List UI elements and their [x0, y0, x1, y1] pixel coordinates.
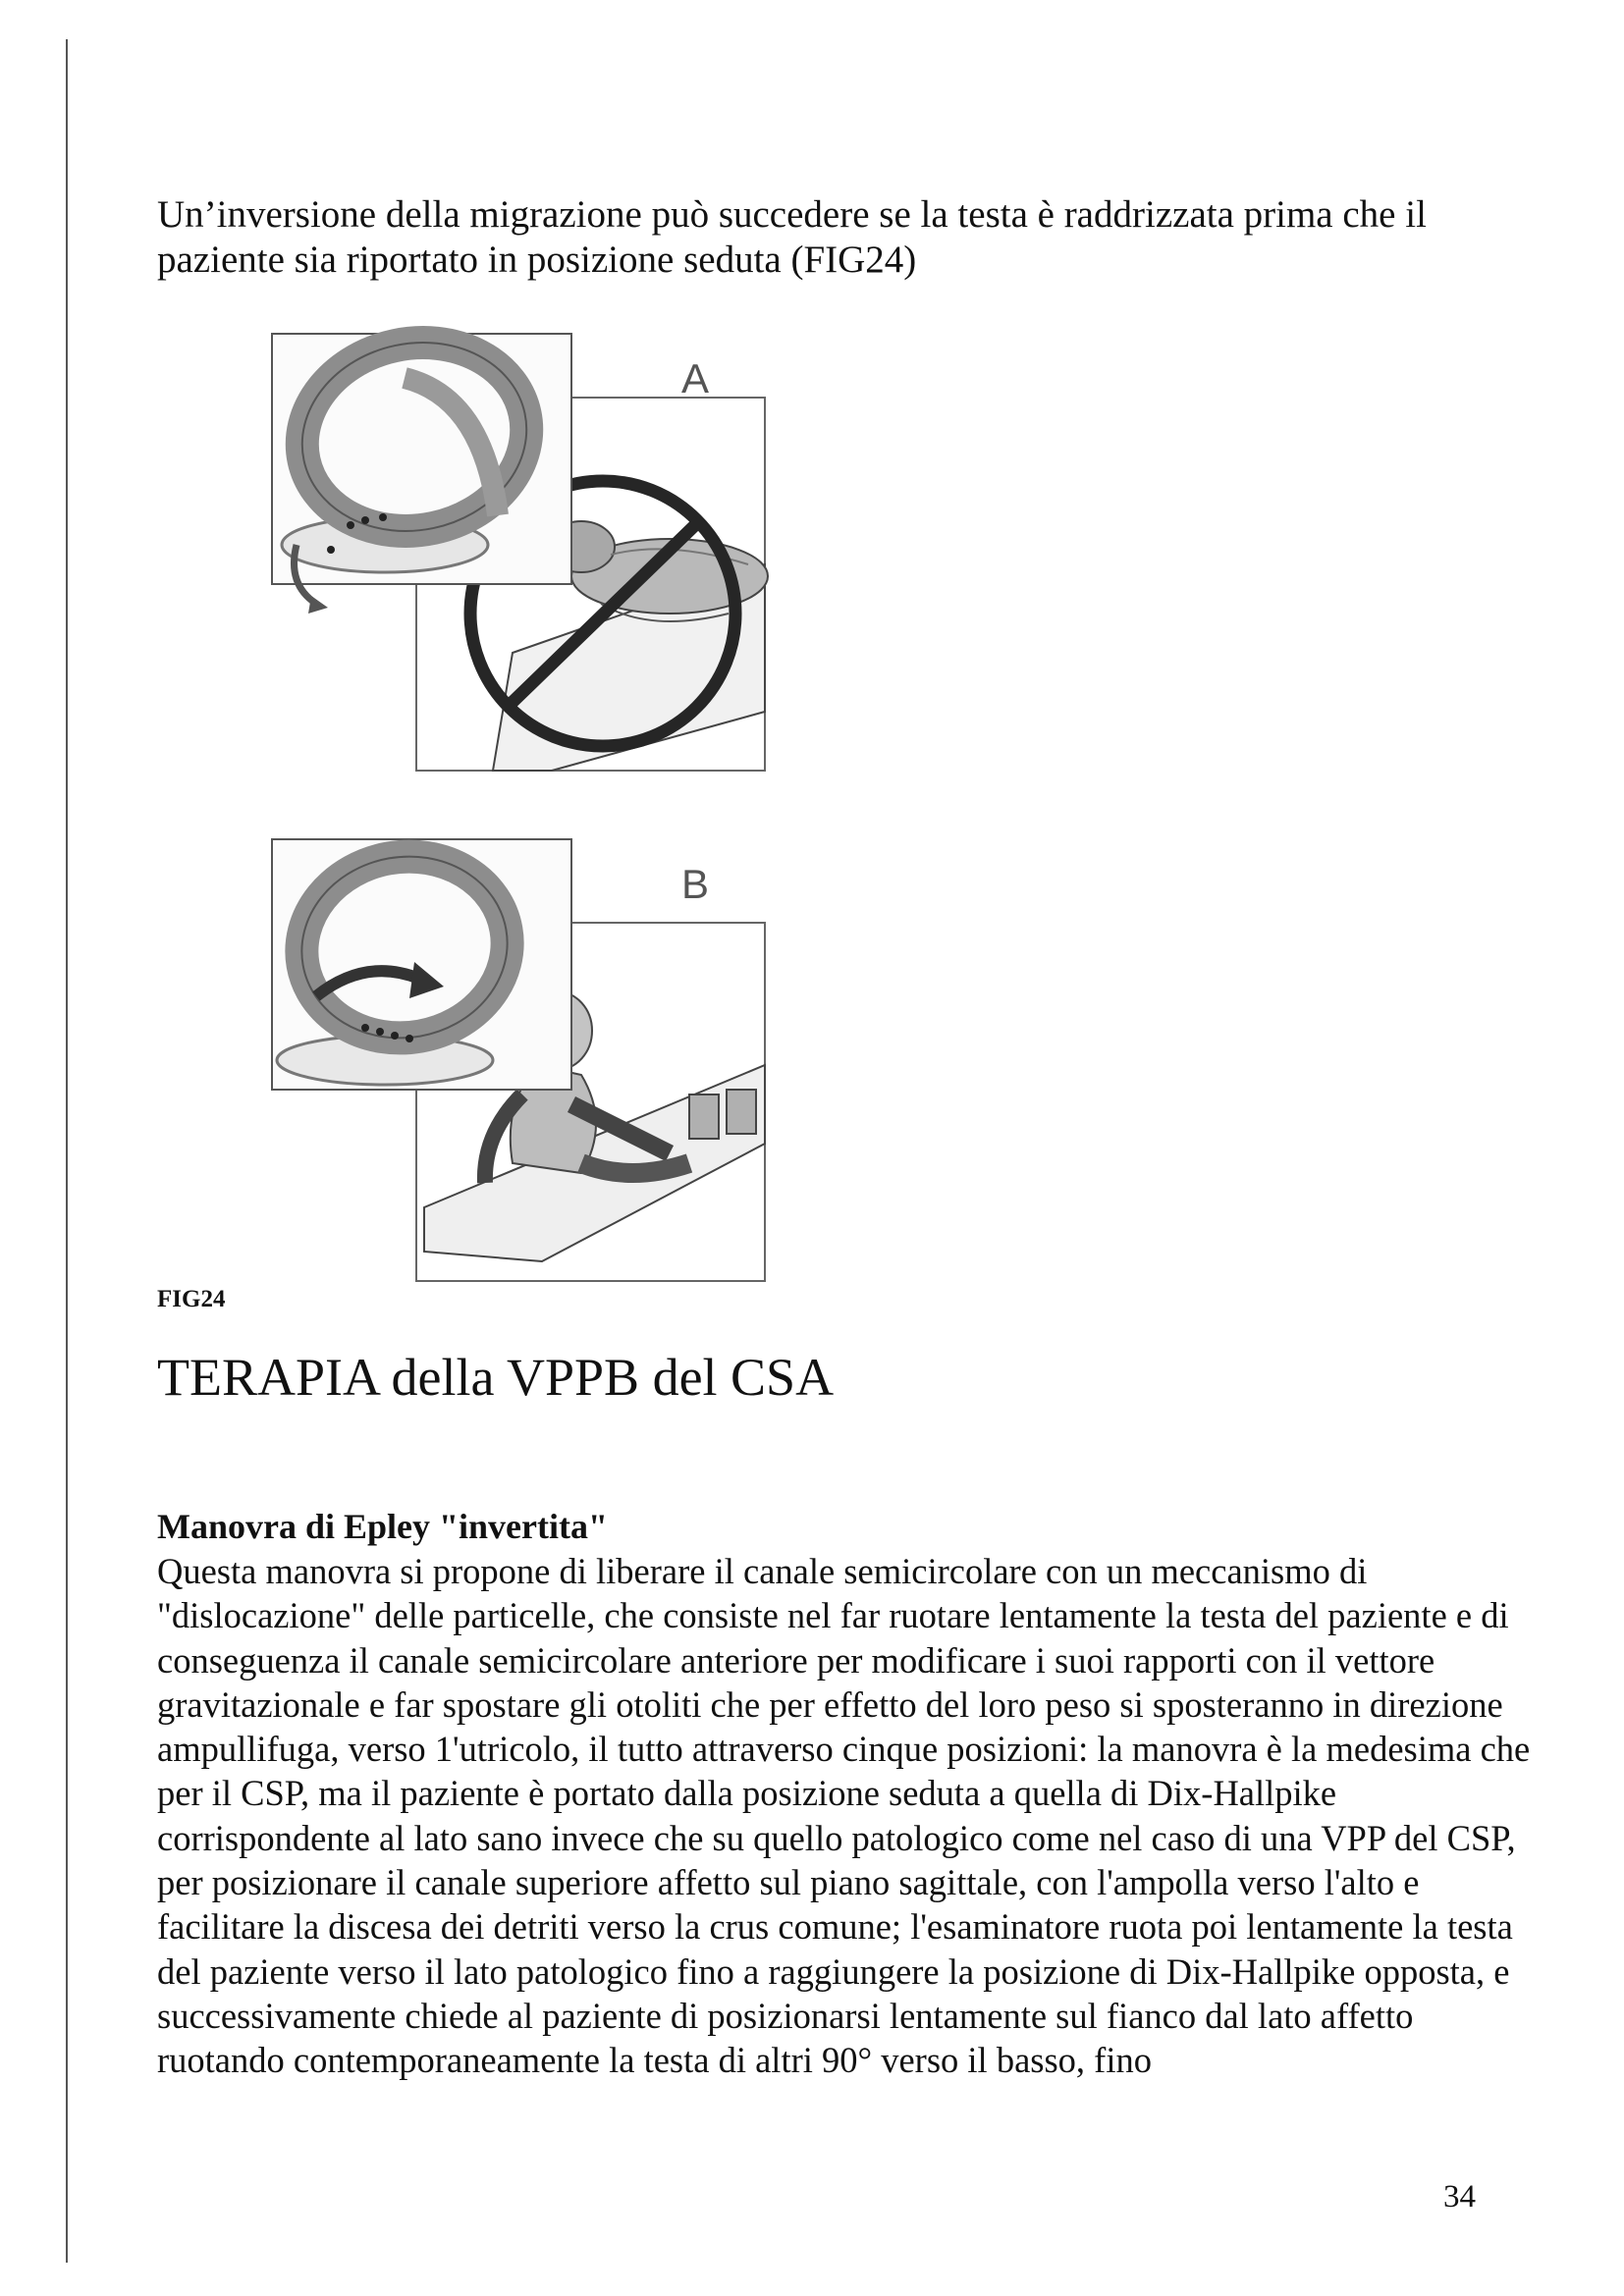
page-number: 34 [1443, 2179, 1476, 2215]
body-paragraph: Questa manovra si propone di liberare il canale semicircolare con un meccanismo di "dislocazione" delle particelle, che consiste nel far ruotare lentamente la testa del paziente e di conseguenza il canale semicircolare anteriore per modificare i suoi rapporti con il vettore gravitazionale e far spostare gli otoliti che per effetto del loro peso si sposteranno in direzione ampullifuga, verso 1'utricolo, il tutto attraverso cinque posizioni: la manovra è la medesima che per il CSP, ma il paziente è portato dalla posizione seduta a quella di Dix-Hallpike corrispondente al lato sano invece che su quello patologico come nel caso di una VPP del CSP, per posizionare il canale superiore affetto sul piano sagittale, con l'ampolla verso l'alto e facilitare la discesa dei detriti verso la crus comune; l'esaminatore ruota poi lentamente la testa del paziente verso il lato patologico fino a raggiungere la posizione di Dix-Hallpike opposta, e successivamente chiede al paziente di posizionarsi lentamente sul fianco dal lato affetto ruotando contemporaneamente la testa di altri 90° verso il basso, fino [157, 1551, 1531, 2081]
subheading: Manovra di Epley "invertita" [157, 1507, 608, 1546]
panel-a-label: A [681, 355, 710, 401]
panel-b [272, 839, 765, 1281]
figure-illustration [257, 319, 935, 1286]
panel-a [272, 322, 768, 771]
section-heading: TERAPIA della VPPB del CSA [157, 1348, 835, 1407]
figure-caption: FIG24 [157, 1286, 226, 1312]
page-margin-rule [66, 39, 68, 2263]
figure-fig24 [257, 319, 935, 1286]
intro-paragraph: Un’inversione della migrazione può succedere se la testa è raddrizzata prima che il paziente sia riportato in posizione seduta (FIG24) [157, 193, 1427, 281]
panel-b-label: B [681, 861, 710, 907]
